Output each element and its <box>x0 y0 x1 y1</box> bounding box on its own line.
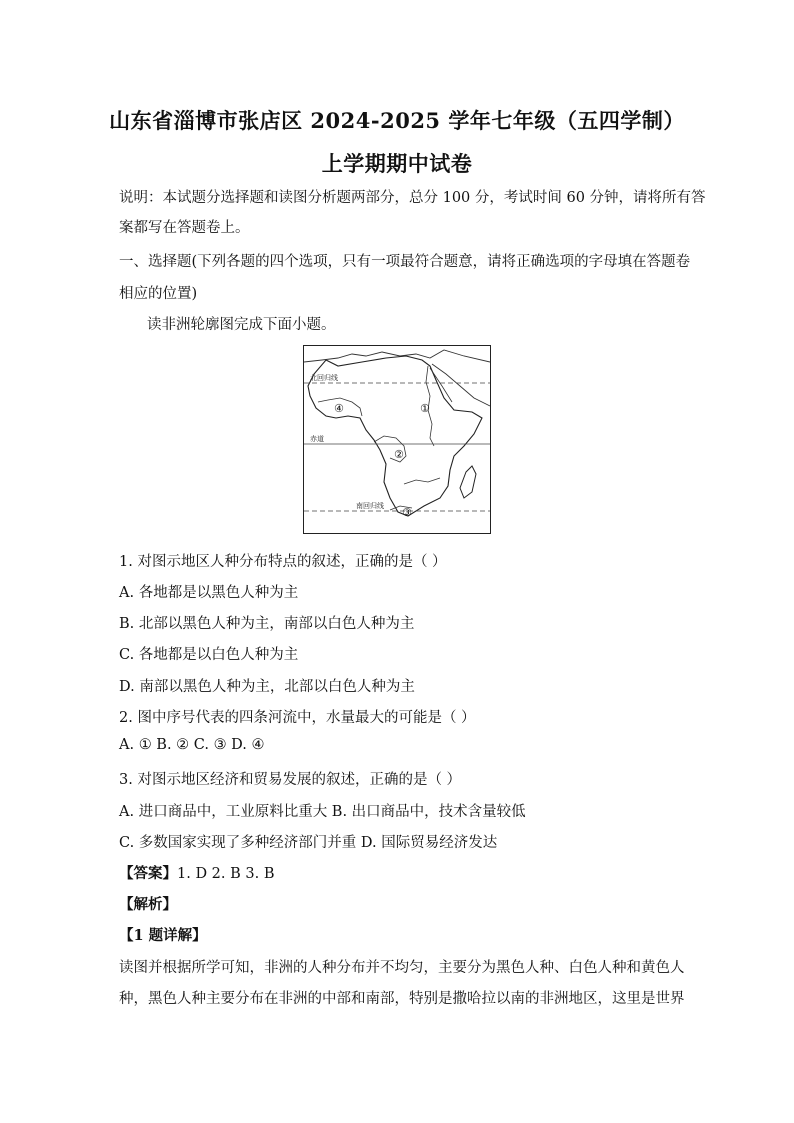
instructions-line1: 说明：本试题分选择题和读图分析题两部分，总分 100 分，考试时间 60 分钟，请将所有答 <box>119 190 706 206</box>
tropic-of-capricorn-label: 南回归线 <box>356 502 384 510</box>
map-intro-text: 读非洲轮廓图完成下面小题。 <box>147 317 336 333</box>
river-marker-3: ③ <box>402 506 412 519</box>
analysis-subheading: 【1 题详解】 <box>119 927 207 944</box>
document-title-line2: 上学期期中试卷 <box>321 151 473 176</box>
question-2-options: A. ① B. ② C. ③ D. ④ <box>119 737 265 753</box>
river-marker-1: ① <box>420 402 430 415</box>
equator-label: 赤道 <box>310 435 324 443</box>
tropic-of-cancer-label: 北回归线 <box>310 374 338 382</box>
question-1-option-c: C. 各地都是以白色人种为主 <box>119 647 299 663</box>
question-1-stem: 1. 对图示地区人种分布特点的叙述，正确的是（ ） <box>119 554 447 570</box>
question-1-option-d: D. 南部以黑色人种为主，北部以白色人种为主 <box>119 679 415 695</box>
answer-values: 1. D 2. B 3. B <box>177 866 275 882</box>
answer-row <box>119 862 275 883</box>
section-heading-line1: 一、选择题(下列各题的四个选项，只有一项最符合题意，请将正确选项的字母填在答题卷 <box>119 254 691 270</box>
instructions-line2: 案都写在答题卷上。 <box>119 220 250 236</box>
analysis-text-line2: 种，黑色人种主要分布在非洲的中部和南部，特别是撒哈拉以南的非洲地区，这里是世界 <box>119 991 685 1007</box>
analysis-text-line1: 读图并根据所学可知，非洲的人种分布并不均匀，主要分为黑色人种、白色人种和黄色人 <box>119 960 685 976</box>
question-3-options-line2: C. 多数国家实现了多种经济部门并重 D. 国际贸易经济发达 <box>119 835 498 851</box>
question-3-stem: 3. 对图示地区经济和贸易发展的叙述，正确的是（ ） <box>119 772 462 788</box>
analysis-label: 【解析】 <box>119 896 177 913</box>
document-title-line1: 山东省淄博市张店区 2024-2025 学年七年级（五四学制） <box>109 108 685 133</box>
river-marker-2: ② <box>394 448 404 461</box>
river-marker-4: ④ <box>334 402 344 415</box>
section-heading-line2: 相应的位置) <box>119 286 198 302</box>
madagascar-outline <box>460 466 476 498</box>
question-2-stem: 2. 图中序号代表的四条河流中，水量最大的可能是（ ） <box>119 710 476 726</box>
question-3-options-line1: A. 进口商品中，工业原料比重大 B. 出口商品中，技术含量较低 <box>119 804 526 820</box>
africa-map-graphic <box>304 346 490 533</box>
africa-map <box>303 345 491 534</box>
answer-label: 【答案】 <box>119 865 177 882</box>
question-1-option-a: A. 各地都是以黑色人种为主 <box>119 585 299 601</box>
question-1-option-b: B. 北部以黑色人种为主，南部以白色人种为主 <box>119 616 415 632</box>
